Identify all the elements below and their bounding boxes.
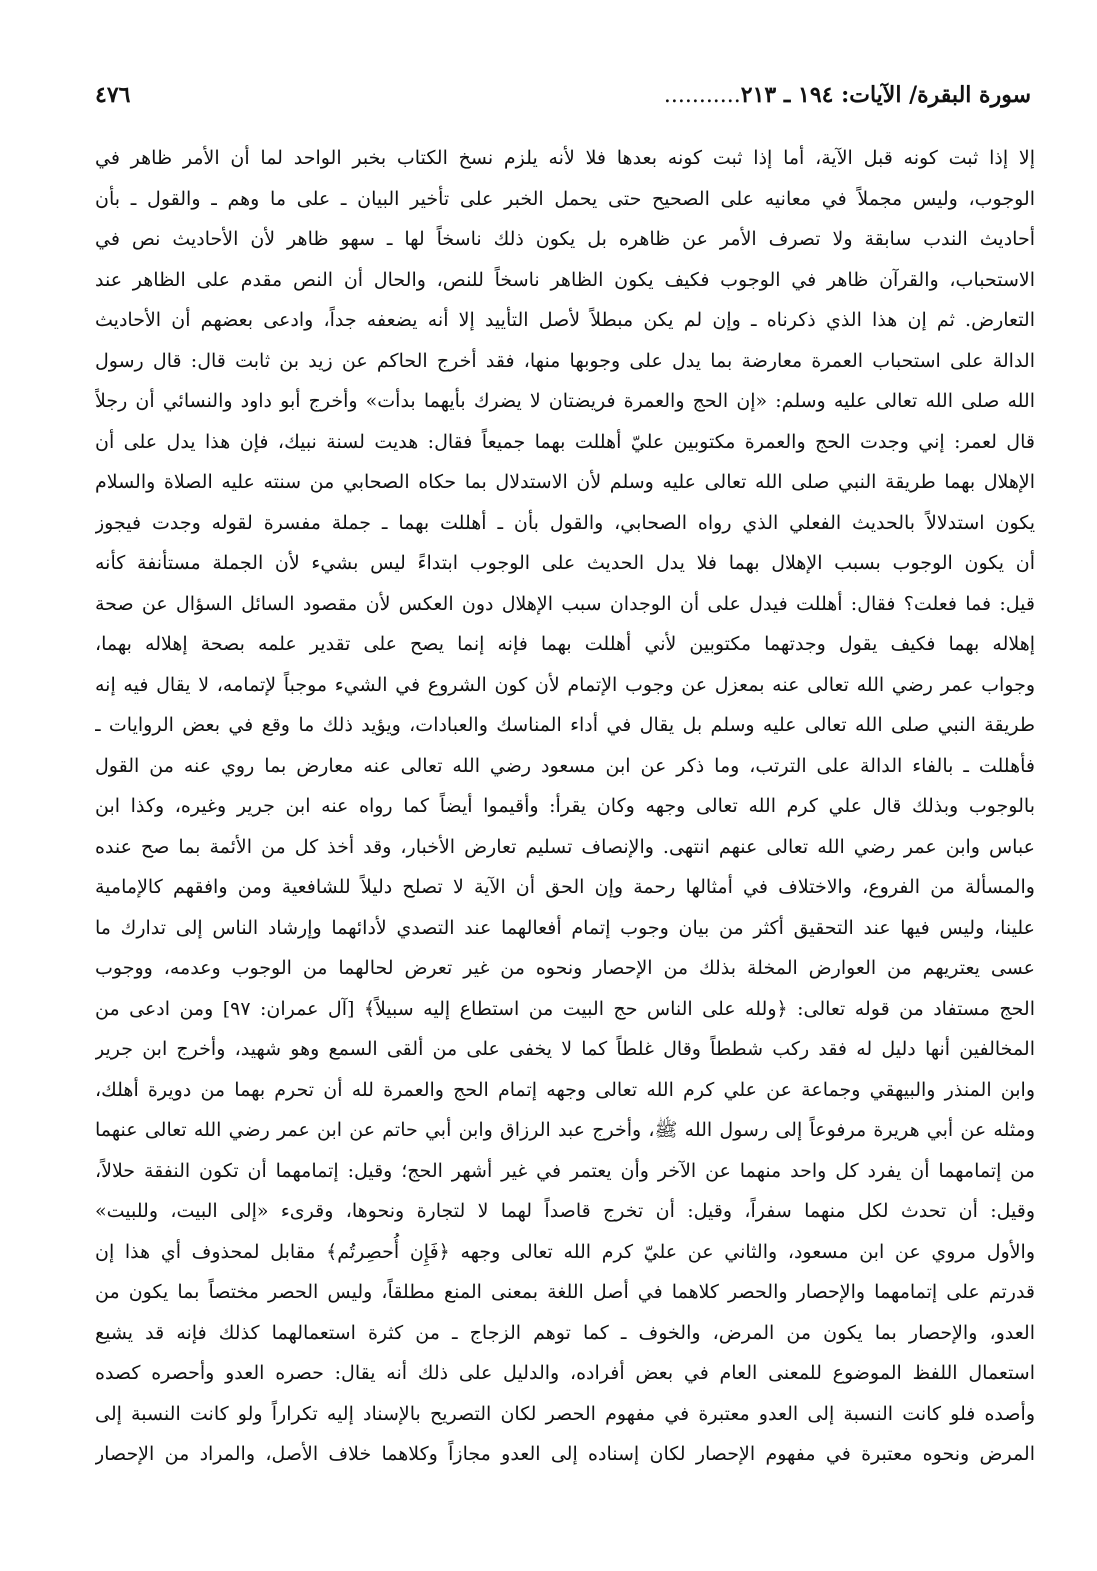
text-line: قال لعمر: إني وجدت الحج والعمرة مكتوبين عليّ أهللت بهما جميعاً فقال: هديت لسنة نبيك، فإن هذا يدل على أن: [95, 430, 1035, 453]
text-line: عباس وابن عمر رضي الله تعالى عنهم انتهى. والإنصاف تسليم تعارض الأخبار، وقد أخذ كل من الأئمة بما صح عنده: [95, 835, 1035, 858]
text-line: ومثله عن أبي هريرة مرفوعاً إلى رسول الله ﷺ، وأخرج عبد الرزاق وابن أبي حاتم عن ابن عمر رضي الله تعالى عنهما: [95, 1119, 1035, 1141]
text-line: استعمال اللفظ الموضوع للمعنى العام في بعض أفراده، والدليل على ذلك أنه يقال: حصره العدو وأحصره كصده: [95, 1362, 1035, 1384]
text-line: طريقة النبي صلى الله تعالى عليه وسلم بل يقال في أداء المناسك والعبادات، ويؤيد ذلك ما وقع في بعض الروايات ـ: [95, 714, 1035, 736]
page-number: ٤٧٦: [95, 82, 131, 108]
text-line: الله صلى الله تعالى عليه وسلم: «إن الحج والعمرة فريضتان لا يضرك بأيهما بدأت» وأخرج أبو داود والنسائي أن رجلاً: [95, 390, 1035, 412]
text-line: إلا إذا ثبت كونه قبل الآية، أما إذا ثبت كونه بعدها فلا لأنه يلزم نسخ الكتاب بخبر الواحد لما أن الأمر ظاهر في: [95, 147, 1035, 169]
text-line: وأصده فلو كانت النسبة إلى العدو معتبرة في مفهوم الحصر لكان التصريح بالإسناد إليه تكراراً ولو كانت النسبة إلى: [95, 1402, 1035, 1425]
text-line: عسى يعتريهم من العوارض المخلة بذلك من الإحصار ونحوه من غير تعرض لحالهما من الوجوب وعدمه، ووجوب: [95, 957, 1035, 979]
running-title-text: سورة البقرة/ الآيات: ١٩٤ ـ ٢١٣: [740, 82, 1031, 108]
text-line: يكون استدلالاً بالحديث الفعلي الذي رواه الصحابي، والقول بأن ـ أهللت بهما ـ جملة مفسرة لقوله وجدت فيجوز: [95, 511, 1035, 534]
text-line: الدالة على استحباب العمرة معارضة بما يدل على وجوبها منها، فقد أخرج الحاكم عن زيد بن ثابت قال: قال رسول: [95, 349, 1035, 372]
text-line: الاستحباب، والقرآن ظاهر في الوجوب فكيف يكون الظاهر ناسخاً للنص، والحال أن النص مقدم على الظاهر عند: [95, 268, 1035, 291]
text-line: وقيل: أن تحدث لكل منهما سفراً، وقيل: أن تخرج قاصداً لهما لا لتجارة ونحوها، وقرىء «إلى البيت، وللبيت»: [95, 1200, 1035, 1222]
text-line: قدرتم على إتمامهما والإحصار والحصر كلاهما في أصل اللغة بمعنى المنع مطلقاً، وليس الحصر مختصاً بما يكون من: [95, 1281, 1035, 1303]
text-line: علينا، وليس فيها عند التحقيق أكثر من بيان وجوب إتمام أفعالهما عند التصدي لأدائهما وإرشاد الناس إلى تدارك ما: [95, 916, 1035, 939]
text-line: المرض ونحوه معتبرة في مفهوم الإحصار لكان إسناده إلى العدو مجازاً وكلاهما خلاف الأصل، والمراد من الإحصار: [95, 1443, 1035, 1465]
text-line: بالوجوب وبذلك قال علي كرم الله تعالى وجهه وكان يقرأ: وأقيموا أيضاً كما رواه عنه ابن جرير وغيره، وكذا ابن: [95, 795, 1035, 817]
text-line: العدو، والإحصار بما يكون من المرض، والخوف ـ كما توهم الزجاج ـ من كثرة استعمالهما كذلك فإنه قد يشيع: [95, 1321, 1035, 1344]
text-line: وابن المنذر والبيهقي وجماعة عن علي كرم الله تعالى وجهه إتمام الحج والعمرة لله أن تحرم بهما من دويرة أهلك،: [95, 1078, 1035, 1101]
text-line: الوجوب، وليس مجملاً في معانيه على الصحيح حتى يحمل الخبر على تأخير البيان ـ على ما وهم ـ والقول ـ بأن: [95, 187, 1035, 210]
text-line: من إتمامهما أن يفرد كل واحد منهما عن الآخر وأن يعتمر في غير أشهر الحج؛ وقيل: إتمامهما أن تكون النفقة حلالاً،: [95, 1159, 1035, 1182]
body-text: [95, 138, 1035, 1475]
text-line: وجواب عمر رضي الله تعالى عنه بمعزل عن وجوب الإتمام لأن كون الشروع في الشيء موجباً لإتمامه، لا يقال فيه إنه: [95, 673, 1035, 696]
text-line: والأول مروي عن ابن مسعود، والثاني عن عليّ كرم الله تعالى وجهه ﴿فَإِن أُحصِرتُم﴾ مقابل لمحذوف أي هذا إن: [95, 1240, 1035, 1263]
page-header: [95, 82, 1035, 116]
text-line: التعارض. ثم إن هذا الذي ذكرناه ـ وإن لم يكن مبطلاً لأصل التأييد إلا أنه يضعفه جداً، وادعى بعضهم أن الأحاديث: [95, 309, 1035, 331]
text-line: المخالفين أنها دليل له فقد ركب شططاً وقال غلطاً كما لا يخفى على من ألقى السمع وهو شهيد، وأخرج ابن جرير: [95, 1038, 1035, 1060]
text-line: الإهلال بهما طريقة النبي صلى الله تعالى عليه وسلم لأن الاستدلال بما حكاه الصحابي من سنته عليه الصلاة والسلام: [95, 471, 1035, 493]
text-line: والمسألة من الفروع، والاختلاف في أمثالها رحمة وإن الحق أن الآية لا تصلح دليلاً للشافعية ومن وافقهم كالإمامية: [95, 876, 1035, 898]
running-title: [664, 82, 1035, 108]
text-line: أن يكون الوجوب بسبب الإهلال بهما فلا يدل الحديث على الوجوب ابتداءً ليس بشيء لأن الجملة مستأنفة كأنه: [95, 552, 1035, 574]
text-line: أحاديث الندب سابقة ولا تصرف الأمر عن ظاهره بل يكون ذلك ناسخاً لها ـ سهو ظاهر لأن الأحاديث نص في: [95, 228, 1035, 250]
text-line: قيل: فما فعلت؟ فقال: أهللت فيدل على أن الوجدان سبب الإهلال دون العكس لأن مقصود السائل السؤال عن صحة: [95, 592, 1035, 615]
leader-dots: ...........: [663, 83, 741, 108]
header-divider: [95, 124, 1035, 125]
text-line: الحج مستفاد من قوله تعالى: ﴿ولله على الناس حج البيت من استطاع إليه سبيلاً﴾ [آل عمران: ٩٧] ومن ادعى من: [95, 997, 1035, 1020]
text-line: فأهللت ـ بالفاء الدالة على الترتب، وما ذكر عن ابن مسعود رضي الله تعالى عنه معارض بما روي عنه من القول: [95, 754, 1035, 777]
text-line: إهلاله بهما فكيف يقول وجدتهما مكتوبين لأني أهللت بهما فإنه إنما يصح على تقدير علمه بصحة إهلاله بهما،: [95, 633, 1035, 655]
